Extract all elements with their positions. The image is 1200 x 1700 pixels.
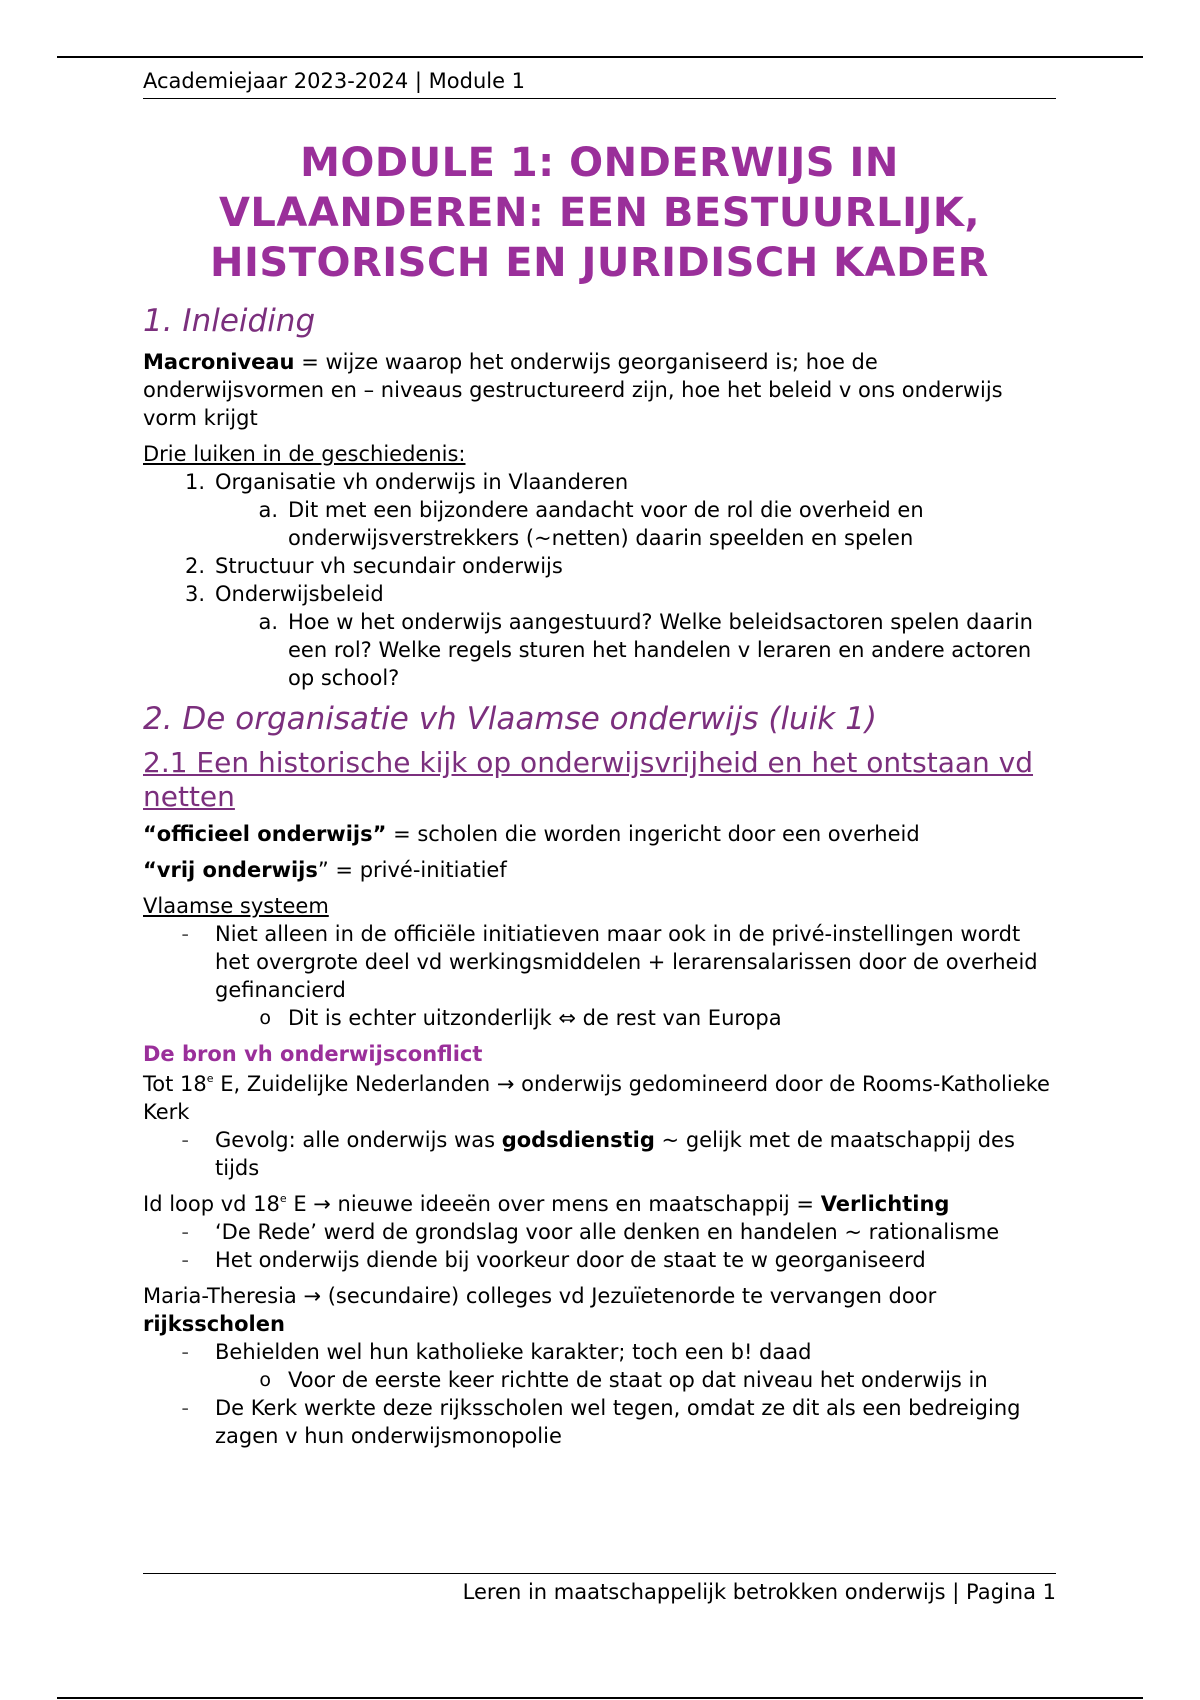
heading-organisatie: 2. De organisatie vh Vlaamse onderwijs (luik 1) (143, 701, 877, 737)
list-item-text: Voor de eerste keer richtte de staat op dat niveau het onderwijs in (288, 1368, 988, 1392)
list-item (143, 1246, 1056, 1274)
paragraph-verlichting (143, 1190, 1056, 1218)
list-item-text: Dit is echter uitzonderlijk ⇔ de rest van Europa (288, 1006, 782, 1030)
paragraph-maria-theresia (143, 1282, 1056, 1338)
verlichting-list (143, 1218, 1056, 1274)
vlaamse-systeem-label: Vlaamse systeem (143, 894, 329, 918)
dash-bullet: - (181, 1340, 189, 1364)
list-number: 1. (184, 470, 205, 494)
list-item-text: Behielden wel hun katholieke karakter; toch een b! daad (215, 1340, 812, 1364)
list-item-text: De Kerk werkte deze rijksscholen wel tegen, omdat ze dit als een bedreiging zagen v hun onderwijsmonopolie (215, 1396, 1021, 1448)
list-item (143, 496, 1056, 552)
list-item (143, 1218, 1056, 1246)
list-number: 3. (184, 582, 205, 606)
verlichting-term: Verlichting (820, 1192, 950, 1216)
luiken-label: Drie luiken in de geschiedenis: (143, 442, 466, 466)
list-item (143, 580, 1056, 608)
paragraph-text: E → nieuwe ideeën over mens en maatschappij = (286, 1192, 821, 1216)
list-item (143, 920, 1056, 1004)
dash-bullet: - (181, 922, 189, 946)
list-item-text: ~ gelijk met de maatschappij des tijds (215, 1128, 1015, 1180)
circle-bullet: o (259, 1369, 271, 1391)
list-number: a. (258, 610, 278, 634)
subheading-historische-kijk: 2.1 Een historische kijk op onderwijsvrijheid en het ontstaan vd netten (143, 746, 1034, 813)
heading-onderwijsconflict: De bron vh onderwijsconflict (143, 1042, 483, 1066)
heading-inleiding: 1. Inleiding (143, 303, 316, 339)
officieel-text: = scholen die worden ingericht door een overheid (386, 822, 920, 846)
list-item-text: Structuur vh secundair onderwijs (215, 554, 563, 578)
officieel-definition (143, 820, 1056, 848)
paragraph-text: E, Zuidelijke Nederlanden → onderwijs gedomineerd door de Rooms-Katholieke Kerk (143, 1072, 1050, 1124)
vrij-definition (143, 856, 1056, 884)
gevolg-list (143, 1126, 1056, 1182)
godsdienstig-term: godsdienstig (501, 1128, 655, 1152)
list-item-text: Dit met een bijzondere aandacht voor de rol die overheid en onderwijsverstrekkers (~netten) daarin speelden en spelen (288, 498, 924, 550)
dash-bullet: - (181, 1248, 189, 1272)
list-item-text: Onderwijsbeleid (215, 582, 384, 606)
list-item-text: Gevolg: alle onderwijs was (215, 1128, 502, 1152)
macroniveau-text: = wijze waarop het onderwijs georganiseerd is; hoe de onderwijsvormen en – niveaus gestructureerd zijn, hoe het beleid v ons onderwijs vorm krijgt (143, 350, 1003, 430)
list-item (143, 608, 1056, 692)
vrij-term: “vrij onderwijs (143, 858, 318, 882)
page-footer: Leren in maatschappelijk betrokken onderwijs | Pagina 1 (143, 1573, 1056, 1605)
document-title (143, 138, 1056, 288)
list-item (143, 468, 1056, 496)
list-item (143, 1338, 1056, 1366)
list-item-text: Hoe w het onderwijs aangestuurd? Welke beleidsactoren spelen daarin een rol? Welke regels sturen het handelen v leraren en andere actoren op school? (288, 610, 1033, 690)
list-number: a. (258, 498, 278, 522)
rijksscholen-term: rijksscholen (143, 1312, 285, 1336)
list-item-text: Organisatie vh onderwijs in Vlaanderen (215, 470, 629, 494)
list-number: 2. (184, 554, 205, 578)
title-line-3: HISTORISCH EN JURIDISCH KADER (210, 240, 989, 286)
circle-bullet: o (259, 1007, 271, 1029)
title-line-2: VLAANDEREN: EEN BESTUURLIJK, (218, 190, 981, 236)
vlaamse-systeem-list (143, 920, 1056, 1032)
dash-bullet: - (181, 1220, 189, 1244)
macroniveau-definition (143, 348, 1056, 432)
list-item-text: Het onderwijs diende bij voorkeur door de staat te w georganiseerd (215, 1248, 926, 1272)
paragraph-18e-eeuw (143, 1070, 1056, 1126)
list-item (143, 1126, 1056, 1182)
macroniveau-term: Macroniveau (143, 350, 295, 374)
page-header: Academiejaar 2023-2024 | Module 1 (143, 69, 1056, 99)
list-item-text: Niet alleen in de officiële initiatieven maar ook in de privé-instellingen wordt het overgrote deel vd werkingsmiddelen + lerarensalarissen door de overheid gefinancierd (215, 922, 1038, 1002)
superscript: e (279, 1192, 287, 1205)
paragraph-text: Maria-Theresia → (secundaire) colleges vd Jezuïetenorde te vervangen door (143, 1284, 937, 1308)
luiken-list (143, 468, 1056, 692)
list-item (143, 1004, 1056, 1032)
paragraph-text: Id loop vd 18 (143, 1192, 280, 1216)
dash-bullet: - (181, 1396, 189, 1420)
dash-bullet: - (181, 1128, 189, 1152)
vrij-text: ” = privé-initiatief (317, 858, 507, 882)
bottom-page-rule (57, 1697, 1143, 1699)
document-body (143, 138, 1056, 1458)
list-item (143, 552, 1056, 580)
list-item (143, 1366, 1056, 1394)
list-item (143, 1394, 1056, 1450)
superscript: e (206, 1072, 214, 1085)
top-page-rule (57, 56, 1143, 58)
paragraph-text: Tot 18 (143, 1072, 207, 1096)
list-item-text: ‘De Rede’ werd de grondslag voor alle denken en handelen ~ rationalisme (215, 1220, 1000, 1244)
rijksscholen-list (143, 1338, 1056, 1450)
title-line-1: MODULE 1: ONDERWIJS IN (300, 140, 899, 186)
officieel-term: “officieel onderwijs” (143, 822, 387, 846)
